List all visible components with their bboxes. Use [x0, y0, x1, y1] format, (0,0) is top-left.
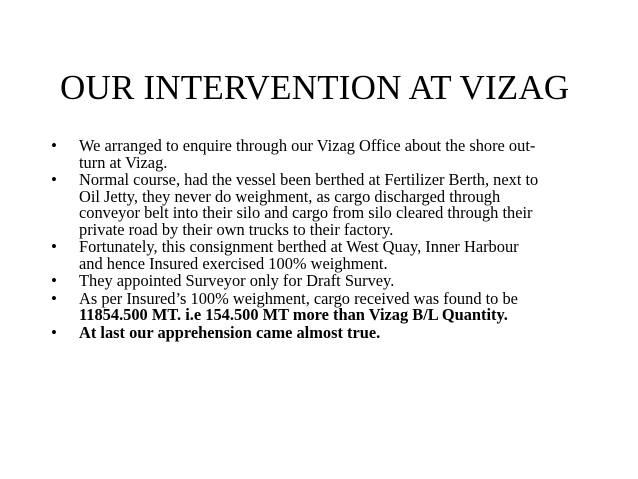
bullet-item: [51, 288, 611, 324]
bullet-icon: •: [51, 271, 57, 290]
bullet-icon: •: [51, 237, 57, 256]
bullet-item: [51, 239, 611, 272]
bullet-text-line: conveyor belt into their silo and cargo from silo cleared through their: [79, 203, 533, 222]
bullet-text-line-emphasis: At last our apprehension came almost true.: [79, 322, 381, 342]
bullet-item: [51, 273, 611, 290]
bullet-item: [51, 172, 611, 238]
bullet-icon: •: [51, 322, 57, 342]
bullet-text-line-emphasis: 11854.500 MT. i.e 154.500 MT more than Vizag B/L Quantity.: [79, 305, 508, 324]
bullet-item: [51, 138, 611, 171]
slide-title: OUR INTERVENTION AT VIZAG: [60, 68, 570, 107]
bullet-text-line: As per Insured’s 100% weighment, cargo received was found to be: [79, 288, 518, 308]
bullet-text-line: Normal course, had the vessel been berthed at Fertilizer Berth, next to: [79, 170, 539, 189]
bullet-icon: •: [51, 170, 57, 189]
bullet-icon: •: [51, 136, 57, 155]
bullet-text-line: They appointed Surveyor only for Draft Survey.: [79, 271, 395, 290]
bullet-text-line: turn at Vizag.: [79, 152, 168, 172]
bullet-list: [51, 138, 611, 342]
bullet-text-line: We arranged to enquire through our Vizag Office about the shore out-: [79, 136, 536, 155]
bullet-item: [51, 322, 611, 342]
bullet-text-line: private road by their own trucks to their factory.: [79, 219, 394, 239]
bullet-text-line: and hence Insured exercised 100% weighment.: [79, 253, 388, 273]
bullet-text-line: Oil Jetty, they never do weighment, as cargo discharged through: [79, 186, 501, 206]
bullet-text-line: Fortunately, this consignment berthed at West Quay, Inner Harbour: [79, 237, 519, 256]
bullet-icon: •: [51, 288, 57, 308]
